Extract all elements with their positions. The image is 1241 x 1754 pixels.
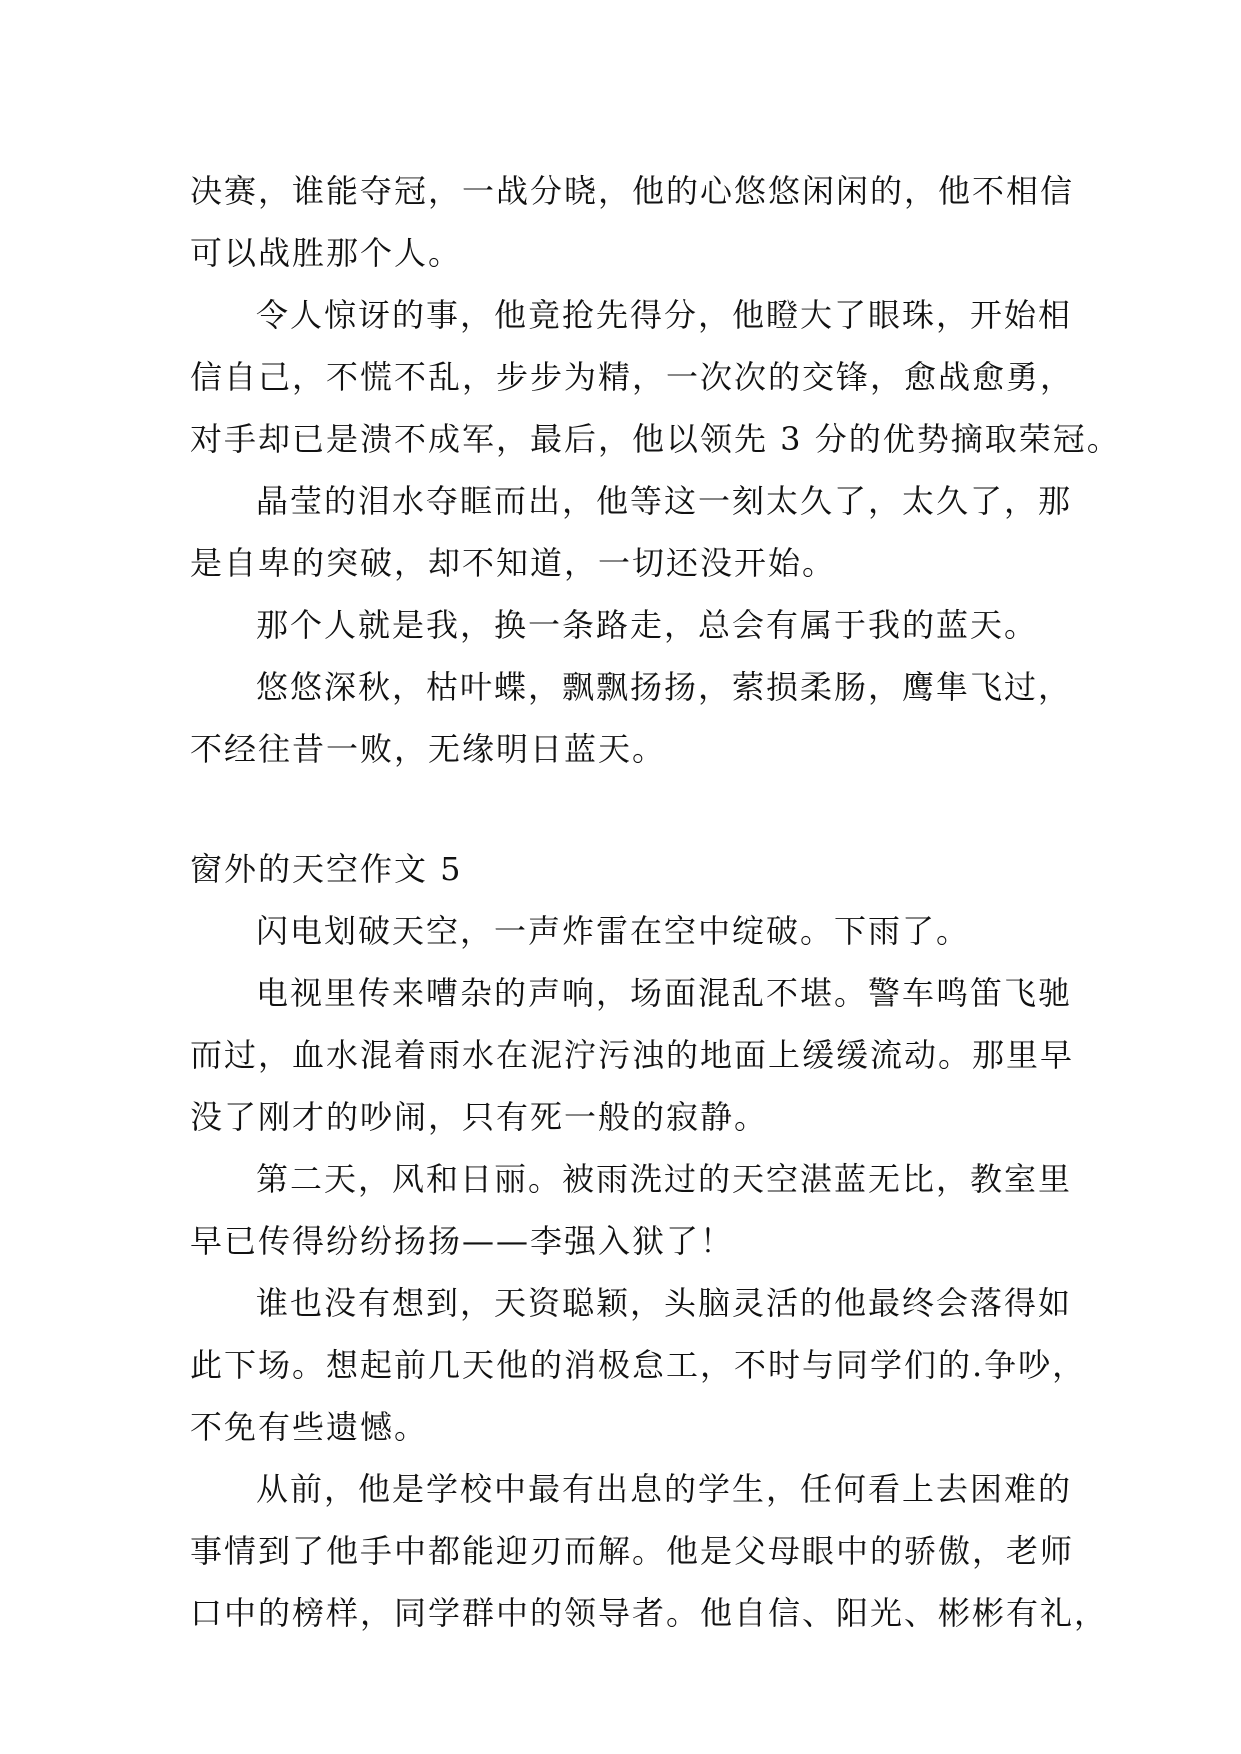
section-title: 窗外的天空作文 5 [190,850,463,888]
text-line: 是自卑的突破，却不知道，一切还没开始。 [190,544,837,582]
paragraph-start: 令人惊讶的事，他竟抢先得分，他瞪大了眼珠，开始相 [256,296,1073,334]
paragraph-start: 晶莹的泪水夺眶而出，他等这一刻太久了，太久了，那 [256,482,1073,520]
text-line: 口中的榜样，同学群中的领导者。他自信、阳光、彬彬有礼， [190,1594,1109,1632]
text-line: 对手却已是溃不成军，最后，他以领先 3 分的优势摘取荣冠。 [190,420,1121,458]
text-line: 可以战胜那个人。 [190,234,463,272]
text-line: 不免有些遗憾。 [190,1408,429,1446]
text-line: 决赛，谁能夺冠，一战分晓，他的心悠悠闲闲的，他不相信 [190,172,1075,210]
text-line: 而过，血水混着雨水在泥泞污浊的地面上缓缓流动。那里早 [190,1036,1075,1074]
paragraph-start: 悠悠深秋，枯叶蝶，飘飘扬扬，萦损柔肠，鹰隼飞过， [256,668,1073,706]
paragraph-start: 闪电划破天空，一声炸雷在空中绽破。下雨了。 [256,912,971,950]
paragraph-start: 谁也没有想到，天资聪颖，头脑灵活的他最终会落得如 [256,1284,1073,1322]
text-line: 此下场。想起前几天他的消极怠工，不时与同学们的.争吵， [190,1346,1087,1384]
text-line: 没了刚才的吵闹，只有死一般的寂静。 [190,1098,769,1136]
paragraph-start: 第二天，风和日丽。被雨洗过的天空湛蓝无比，教室里 [256,1160,1073,1198]
section-gap [190,780,1050,838]
text-line: 早已传得纷纷扬扬——李强入狱了！ [190,1222,735,1260]
paragraph-start: 那个人就是我，换一条路走，总会有属于我的蓝天。 [256,606,1039,644]
text-line: 不经往昔一败，无缘明日蓝天。 [190,730,667,768]
text-line: 信自己，不慌不乱，步步为精，一次次的交锋，愈战愈勇， [190,358,1075,396]
paragraph-start: 从前，他是学校中最有出息的学生，任何看上去困难的 [256,1470,1073,1508]
document-body [190,160,1121,1644]
text-line: 事情到了他手中都能迎刃而解。他是父母眼中的骄傲，老师 [190,1532,1075,1570]
paragraph-start: 电视里传来嘈杂的声响，场面混乱不堪。警车鸣笛飞驰 [256,974,1073,1012]
